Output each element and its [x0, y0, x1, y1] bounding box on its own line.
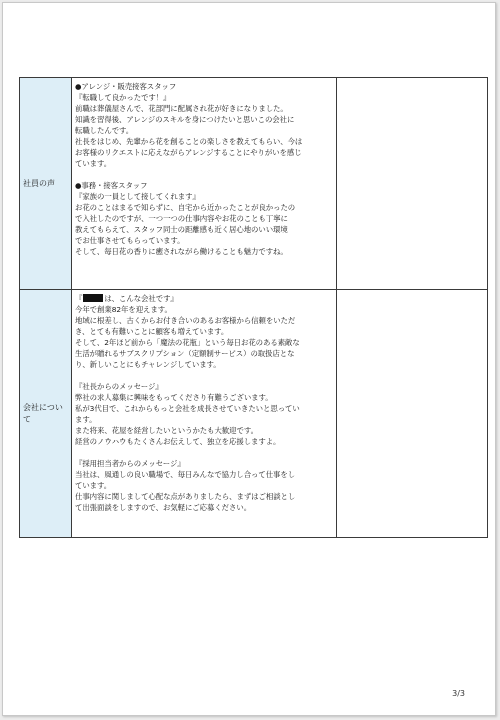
text-line: 弊社の求人募集に興味をもってくださり有難うございます。: [75, 393, 273, 402]
section-heading: ●事務・接客スタッフ: [75, 181, 148, 190]
text-line: ます。: [75, 415, 97, 424]
text-line: そして、2年ほど前から「魔法の花瓶」という毎日お花のある素敵な: [75, 338, 300, 347]
info-table: [19, 77, 488, 538]
page-number: 3/3: [452, 689, 465, 698]
text-line: 生活が贈れるサブスクリプション（定額制サービス）の取扱店とな: [75, 349, 295, 358]
company-intro-title: [75, 293, 333, 304]
text-line: ています。: [75, 159, 112, 168]
intro-prefix: 『: [75, 294, 83, 303]
spacer: [75, 370, 333, 381]
quote-title: 『家族の一員として接してくれます』: [75, 192, 200, 201]
text-line: 知識を習得後、アレンジのスキルを身につけたいと思いこの会社に: [75, 115, 295, 124]
text-line: 私が3代目で、これからもっと会社を成長させていきたいと思ってい: [75, 404, 300, 413]
row-label-employee-voice: 社員の声: [20, 78, 72, 290]
empty-right-cell: [337, 290, 488, 538]
text-line: て出張面談をしますので、お気軽にご応募ください。: [75, 503, 252, 512]
empty-right-cell: [337, 78, 488, 290]
text-line: 当社は、風通しの良い職場で、毎日みんなで協力し合って仕事をし: [75, 470, 296, 479]
text-line: お花のことはまるで知らずに、自宅から近かったことが良かったの: [75, 203, 296, 212]
quote-title: 『転職して良かったです！』: [75, 93, 171, 102]
text-line: 転職したんです。: [75, 126, 134, 135]
spacer: [75, 169, 333, 180]
text-line: 仕事内容に関しまして心配な点がありましたら、まずはご相談とし: [75, 492, 296, 501]
text-line: 経営のノウハウもたくさんお伝えして、独立を応援しますよ。: [75, 437, 281, 446]
document-page: [2, 2, 496, 716]
quote-title: 『採用担当者からのメッセージ』: [75, 459, 185, 468]
text-line: 社長をはじめ、先輩から花を創ることの楽しさを教えてもらい、今は: [75, 137, 303, 146]
text-line: 前職は葬儀屋さんで、花部門に配属され花が好きになりました。: [75, 104, 288, 113]
intro-suffix: は、こんな会社です』: [104, 294, 178, 303]
text-line: ています。: [75, 481, 112, 490]
spacer: [75, 447, 333, 458]
text-line: り、新しいことにもチャレンジしています。: [75, 360, 221, 369]
text-line: 地域に根差し、古くからお付き合いのあるお客様から信頼をいただ: [75, 316, 296, 325]
table-row-employee-voice: [20, 78, 488, 290]
text-line: 教えてもらえて、スタッフ同士の距離感も近く居心地のいい環境: [75, 225, 288, 234]
redacted-company-name: [83, 294, 103, 302]
about-company-content: [72, 290, 337, 538]
employee-voice-content: [72, 78, 337, 290]
text-line: そして、毎日花の香りに癒されながら働けることも魅力ですね。: [75, 247, 288, 256]
row-label-about-company: 会社について: [20, 290, 72, 538]
table-row-about-company: [20, 290, 488, 538]
text-line: また将来、花屋を経営したいというかたも大歓迎です。: [75, 426, 258, 435]
text-line: お客様のリクエストに応えながらアレンジすることにやりがいを感じ: [75, 148, 302, 157]
text-line: でお仕事させてもらっています。: [75, 236, 185, 245]
section-heading: ●アレンジ・販売接客スタッフ: [75, 82, 177, 91]
quote-title: 『社長からのメッセージ』: [75, 382, 163, 391]
text-line: で入社したのですが、一つ一つの仕事内容やお花のことも丁寧に: [75, 214, 288, 223]
text-line: き、とても有難いことに顧客も増えています。: [75, 327, 229, 336]
text-line: 今年で創業82年を迎えます。: [75, 305, 172, 314]
